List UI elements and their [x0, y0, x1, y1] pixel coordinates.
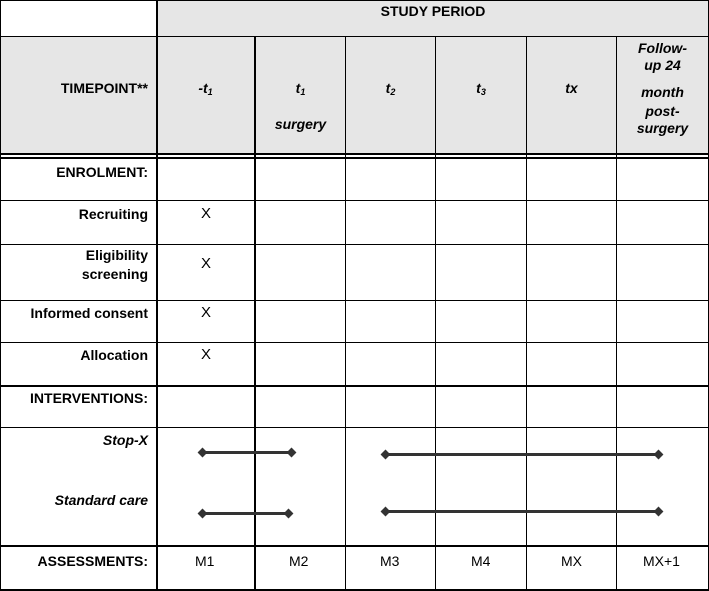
vline-col-3 — [345, 37, 346, 591]
row-label-allocation: Allocation — [80, 347, 148, 363]
timepoint-col-1-sub: 1 — [207, 87, 213, 97]
assessment-col-4: M4 — [471, 553, 491, 569]
stop-x-bar-post-surgery-end — [654, 450, 664, 460]
timepoint-col-6-line-4: post- — [645, 103, 680, 119]
timepoint-col-4-main: t — [476, 80, 481, 96]
assessments-heading: ASSESSMENTS: — [37, 553, 148, 569]
mark-eligibility: X — [200, 255, 211, 272]
hline-header-bottom-1 — [0, 153, 709, 155]
stop-x-bar-pre-surgery — [203, 451, 291, 454]
row-label-recruiting: Recruiting — [78, 206, 148, 222]
timepoint-col-6-line-1: Follow- — [638, 40, 687, 56]
row-label-standard-care: Standard care — [54, 492, 148, 508]
timepoint-label: TIMEPOINT** — [60, 80, 148, 96]
stop-x-bar-pre-surgery-start — [198, 448, 208, 458]
timepoint-col-2-main: t — [295, 80, 301, 96]
assessment-col-6: MX+1 — [643, 553, 680, 569]
timepoint-col-2-sub: 1 — [300, 87, 306, 97]
timepoint-col-2-note: surgery — [274, 116, 327, 132]
stop-x-bar-post-surgery — [386, 453, 658, 456]
timepoint-col-3-main: t — [385, 80, 391, 96]
row-label-eligibility-line-1: Eligibility — [85, 247, 148, 263]
standard-care-bar-pre-surgery-end — [284, 509, 294, 519]
standard-care-bar-post-surgery-end — [654, 507, 664, 517]
timepoint-col-1-main: -t — [198, 80, 208, 96]
assessment-col-2: M2 — [289, 553, 309, 569]
timepoint-col-3-sub: 2 — [390, 87, 396, 97]
mark-allocation: X — [200, 346, 211, 363]
timepoint-col-6-line-2: up 24 — [644, 57, 681, 73]
stop-x-bar-post-surgery-start — [381, 450, 391, 460]
timepoint-col-6-line-3: month — [641, 84, 684, 100]
hline-enrol-end — [0, 385, 709, 387]
timepoint-col-3 — [346, 80, 435, 100]
enrolment-heading: ENROLMENT: — [56, 164, 148, 180]
standard-care-bar-pre-surgery-start — [198, 509, 208, 519]
hline-enrol-3 — [0, 300, 709, 301]
hline-study-period — [0, 36, 709, 37]
assessment-col-3: M3 — [380, 553, 400, 569]
hline-interventions-end — [0, 545, 709, 547]
hline-header-bottom-2 — [0, 157, 709, 159]
interventions-heading: INTERVENTIONS: — [30, 390, 148, 406]
hline-enrol-1 — [0, 200, 709, 201]
study-period-title: STUDY PERIOD — [380, 3, 486, 19]
assessment-col-1: M1 — [195, 553, 215, 569]
row-label-eligibility-line-2: screening — [81, 266, 148, 282]
timepoint-col-1 — [157, 80, 254, 100]
timepoint-col-5: tx — [565, 80, 578, 96]
mark-informed-consent: X — [200, 304, 211, 321]
hline-enrol-2 — [0, 244, 709, 245]
hline-enrol-4 — [0, 342, 709, 343]
standard-care-bar-post-surgery-start — [381, 507, 391, 517]
hline-interventions — [0, 427, 709, 428]
standard-care-bar-pre-surgery — [203, 512, 288, 515]
timepoint-col-6-line-5: surgery — [636, 120, 689, 136]
timepoint-col-2 — [256, 80, 345, 100]
row-label-stop-x: Stop-X — [102, 432, 148, 448]
hline-top — [0, 0, 709, 1]
timepoint-col-4 — [436, 80, 526, 100]
stop-x-bar-pre-surgery-end — [287, 448, 297, 458]
vline-col-4 — [435, 37, 436, 591]
vline-col-5 — [526, 37, 527, 591]
assessment-col-5: MX — [561, 553, 582, 569]
standard-care-bar-post-surgery — [386, 510, 658, 513]
row-label-informed-consent: Informed consent — [30, 305, 148, 321]
timepoint-col-4-sub: 3 — [480, 87, 486, 97]
mark-recruiting: X — [200, 205, 211, 222]
